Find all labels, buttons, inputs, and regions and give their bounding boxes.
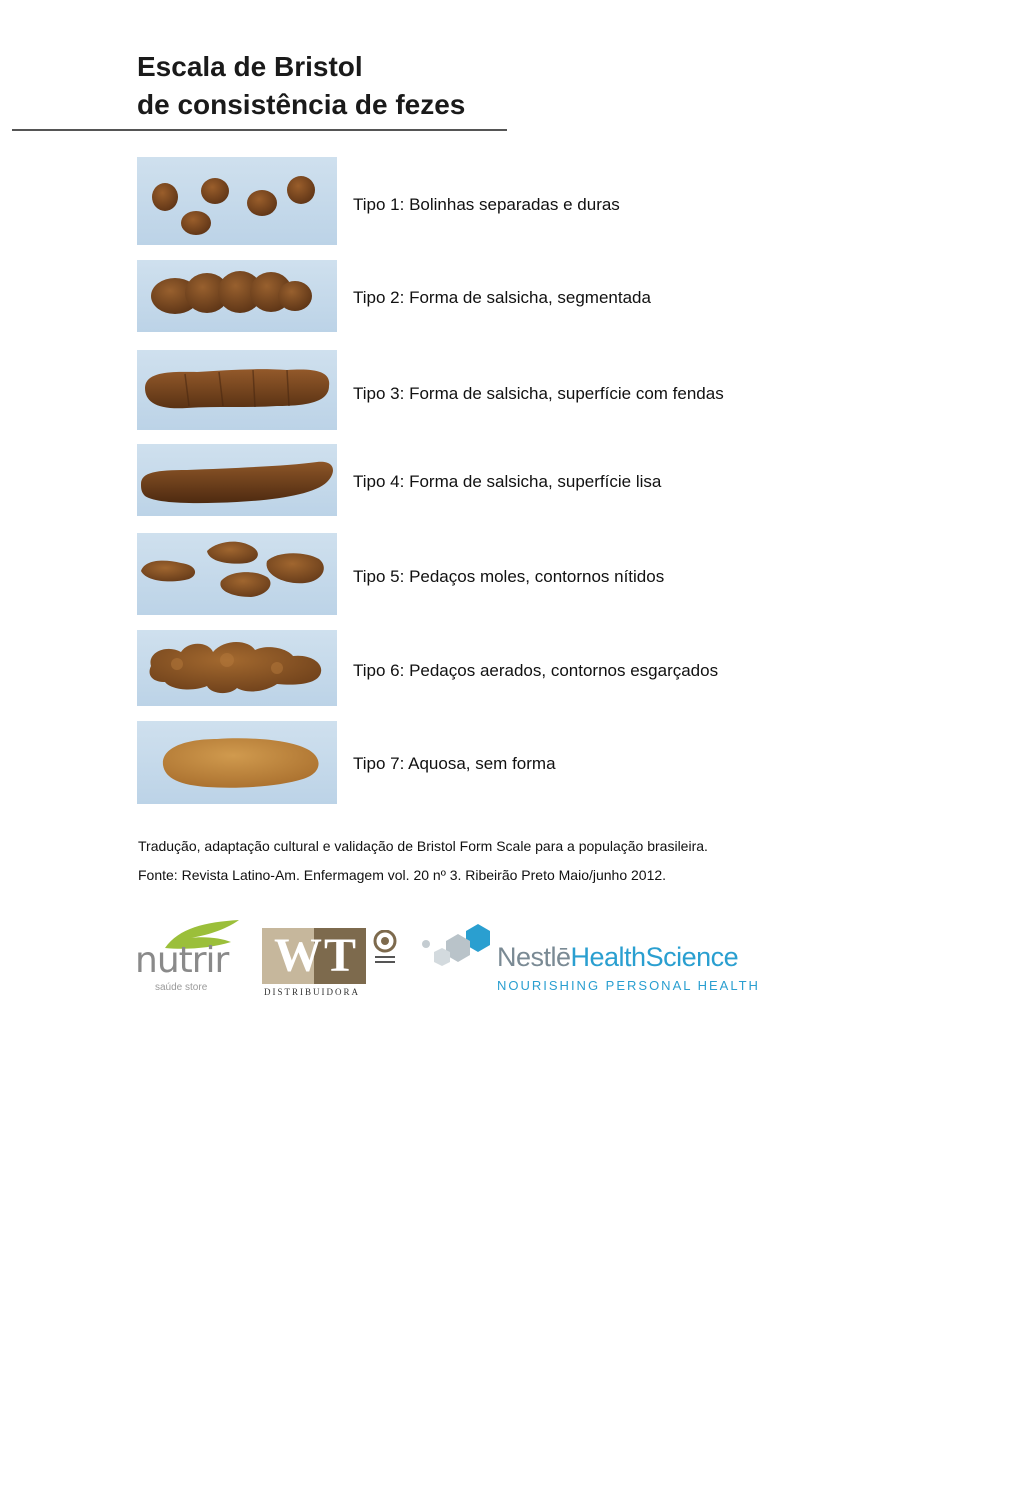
nestle-hexagon-icon [420, 922, 496, 972]
translation-note: Tradução, adaptação cultural e validação de Bristol Form Scale para a população brasileira. [138, 838, 708, 854]
title-divider [12, 129, 507, 131]
nestle-logo [420, 922, 760, 998]
nutrir-tagline: saúde store [155, 982, 208, 993]
health-science-word: HealthScience [570, 942, 739, 972]
type-2-label: Tipo 2: Forma de salsicha, segmentada [353, 288, 651, 307]
type-2-image [137, 260, 337, 332]
type-7-image [137, 721, 337, 804]
title-line-2: de consistência de fezes [137, 89, 466, 120]
type-3-label: Tipo 3: Forma de salsicha, superfície com fendas [353, 384, 724, 403]
type-7-label: Tipo 7: Aquosa, sem forma [353, 754, 556, 773]
source-note: Fonte: Revista Latino-Am. Enfermagem vol. 20 nº 3. Ribeirão Preto Maio/junho 2012. [138, 867, 667, 883]
nutrir-name: nutrir [135, 940, 229, 981]
nestle-brand [497, 942, 738, 973]
page-title [137, 48, 465, 124]
type-4-image [137, 444, 337, 516]
nestle-word: Nestlē [497, 942, 571, 972]
iso-seal-icon [372, 930, 398, 966]
type-4-label: Tipo 4: Forma de salsicha, superfície lisa [353, 472, 662, 491]
nutrir-logo [135, 918, 245, 998]
type-6-label: Tipo 6: Pedaços aerados, contornos esgarçados [353, 661, 719, 680]
nestle-tagline: NOURISHING PERSONAL HEALTH [497, 978, 760, 993]
type-6-image [137, 630, 337, 706]
type-1-image [137, 157, 337, 245]
title-line-1: Escala de Bristol [137, 51, 363, 82]
wt-letters: WT [273, 929, 358, 982]
type-1-label: Tipo 1: Bolinhas separadas e duras [353, 195, 620, 214]
type-3-image [137, 350, 337, 430]
wt-sub: DISTRIBUIDORA [264, 987, 361, 997]
type-5-label: Tipo 5: Pedaços moles, contornos nítidos [353, 567, 665, 586]
type-5-image [137, 533, 337, 615]
wt-logo [262, 928, 402, 998]
